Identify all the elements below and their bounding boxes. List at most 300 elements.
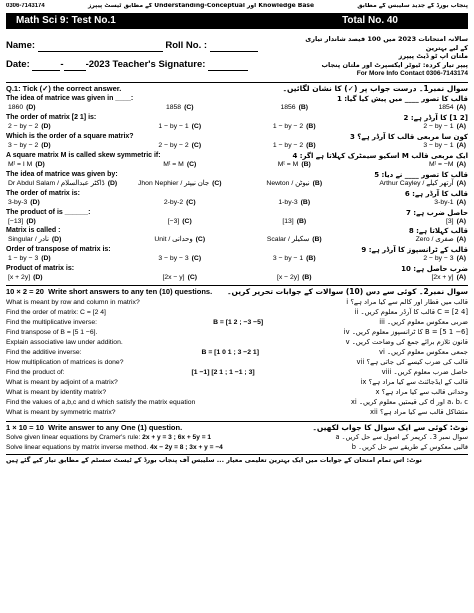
mcq-option-letter: (C) [182, 217, 192, 225]
mcq-option-text: Mᵗ = M [277, 160, 299, 168]
mcq-question [6, 246, 468, 254]
long-question-list [6, 434, 468, 451]
question-3-heading [6, 421, 468, 433]
short-question [6, 369, 468, 377]
name-field[interactable] [38, 42, 163, 52]
mcq-option-letter: (D) [35, 160, 45, 168]
short-question-urdu-text: C = [2 4] قالب کا آرڈر معلوم کریں۔ [360, 307, 468, 316]
short-question-urdu [355, 309, 468, 317]
name-row [6, 41, 296, 52]
mcq-option[interactable] [8, 274, 123, 282]
long-question-equations: 2x + y = 3 ; 6x + 5y = 1 [142, 434, 212, 442]
mcq-option-text: Jhon Nephier / جان نیپئر [138, 179, 210, 187]
mcq-question-english: A square matrix M is called skew symmetric if: [6, 151, 161, 159]
date-label: Date: [6, 58, 30, 70]
mcq-question [6, 95, 468, 103]
mcq-question [6, 133, 468, 141]
mcq-question-urdu-text: قالب کا تصور ____ میں پیش کیا گیا: [344, 95, 468, 104]
mcq-option-text: [x − 2y] [276, 274, 300, 282]
mcq-option[interactable] [8, 104, 123, 112]
short-question [6, 339, 468, 347]
mcq-option-letter: (D) [41, 123, 51, 131]
mcq-option-text: 3-by-1 [434, 198, 454, 206]
short-question-matrix [116, 409, 370, 417]
mcq-option[interactable] [237, 180, 352, 188]
mcq-question [6, 152, 468, 160]
short-question-matrix [97, 329, 343, 337]
mcq-option-letter: (D) [41, 142, 51, 150]
q1-urdu: سوال نمبر1۔ درست جواب پر (✓) کا نشان لگائیں۔ [282, 83, 468, 93]
long-question-number: b [351, 442, 356, 451]
mcq-question-urdu-text: ضرب حاصل ہے: [413, 265, 468, 274]
mcq-question-urdu-text: کون سا مربعی قالب کا آرڈر ہے؟ [357, 133, 468, 142]
mcq-question-urdu [406, 209, 468, 217]
test-title: Math Sci 9: Test No.1 [16, 15, 116, 27]
mcq-option[interactable] [352, 236, 467, 244]
mcq-option-text: 1860 [8, 104, 24, 112]
mcq-option[interactable] [123, 104, 238, 112]
mcq-options [6, 180, 468, 188]
short-question-urdu-text: قالب کے ایڈجائنٹ سے کیا مراد ہے؟ [368, 377, 468, 386]
mcq-option[interactable] [8, 199, 123, 207]
mcq-option-text: 1854 [438, 104, 454, 112]
top-line-middle: Knowledge Base اور Understanding-Conceptual کے مطابق ٹیسٹ پیپرز [87, 3, 315, 9]
mcq-option[interactable] [237, 274, 352, 282]
q2-marks: 10 × 2 = 20 [6, 286, 44, 296]
mcq-option-text: [3] [446, 217, 454, 225]
mcq-option[interactable] [237, 199, 352, 207]
mcq-question-urdu-text: قالب کا تصور ____ نے دیا: [381, 170, 468, 179]
short-question-urdu-text: a، b، c اور d کی قیمتیں معلوم کریں۔ [358, 397, 468, 406]
mcq-option-text: Mᵗ = −M [429, 160, 454, 168]
short-question-matrix: B = [1 2 ; −3 −5] [213, 318, 264, 326]
mcq-options [6, 104, 468, 112]
mcq-options [6, 274, 468, 282]
short-question-number: xi [350, 397, 357, 406]
short-question-matrix: B = [1 0 1 ; 3 −2 1] [201, 348, 259, 356]
short-question-urdu [382, 369, 468, 377]
q3-marks: 1 × 10 = 10 [6, 422, 44, 432]
short-question-number: viii [381, 367, 392, 376]
mcq-option[interactable] [352, 218, 467, 226]
short-question-english: What is meant by row and column in matrix? [6, 298, 140, 306]
long-question-number: a [335, 433, 340, 442]
mcq-question-urdu [337, 95, 468, 103]
mcq-option[interactable] [237, 255, 352, 263]
mcq-option-letter: (C) [191, 255, 202, 263]
mcq-option-letter: (A) [456, 217, 466, 225]
mcq-question-english: The idea of matrice was given by: [6, 170, 118, 178]
short-question [6, 389, 468, 397]
short-question-urdu-text: وحدانی قالب سے کیا مراد ہے؟ [381, 387, 468, 396]
teacher-signature-label: Teacher's Signature: [112, 58, 206, 70]
date-row: Date: - -2023 Teacher's Signature: [6, 60, 296, 71]
mcq-option-letter: (C) [186, 198, 196, 206]
short-question-urdu [379, 319, 468, 327]
short-question-number: iv [343, 327, 350, 336]
mcq-option-letter: (A) [456, 236, 466, 244]
short-question-english: What is meant by adjoint of a matrix? [6, 378, 118, 386]
mcq-option-letter: (A) [456, 255, 466, 263]
mcq-option[interactable] [123, 142, 238, 150]
top-line-right: پنجاب بورڈ کے جدید سلیبس کے مطابق [357, 3, 468, 9]
roll-field[interactable] [210, 42, 258, 52]
short-question-number: iii [379, 317, 385, 326]
short-question-urdu [357, 359, 468, 367]
mcq-option-letter: (C) [187, 274, 198, 282]
short-question [6, 399, 468, 407]
short-question-english: Find the order of matrix: C = [2 4] [6, 308, 106, 316]
mcq-option-text: Scalar / سکیلر [266, 236, 310, 244]
long-question-urdu-text: قالبی معکوس کے طریقے سے حل کریں۔ [358, 442, 468, 451]
mcq-option-letter: (C) [212, 179, 222, 187]
mcq-question-urdu-text: حاصل ضرب ہے: [413, 208, 468, 217]
short-question-english: What is meant by symmetric matrix? [6, 408, 116, 416]
short-question-urdu [344, 329, 468, 337]
long-question-left [6, 444, 223, 452]
mcq-option-letter: (D) [30, 198, 40, 206]
short-question-english: How multiplication of matrices is done? [6, 358, 124, 366]
mcq-option-letter: (D) [51, 236, 62, 244]
mcq-option-text: 3-by-3 [8, 198, 28, 206]
mcq-option-text: Newton / نیوٹن [266, 179, 310, 187]
date-year: -2023 [85, 58, 110, 70]
mcq-question-number: 10 [401, 265, 411, 274]
mcq-option[interactable] [123, 236, 238, 244]
mcq-options [6, 123, 468, 131]
mcq-question-number: 3 [349, 133, 355, 142]
short-question-urdu-text: ضربی معکوس معلوم کریں۔ [387, 317, 468, 326]
mcq-question-number: 6 [404, 189, 410, 198]
mcq-question-urdu [404, 114, 469, 122]
header-info [296, 35, 468, 79]
mcq-question-urdu [409, 227, 468, 235]
mcq-question-number: 2 [403, 114, 409, 123]
long-question-urdu [352, 444, 468, 452]
long-question [6, 444, 468, 452]
mcq-option-letter: (D) [33, 274, 43, 282]
mcq-question-urdu-text: [2 1] کا آرڈر ہے: [410, 114, 468, 123]
mcq-question-english: The order of matrix [2 1] is: [6, 114, 97, 122]
mcq-option-text: 1856 [280, 104, 296, 112]
total-marks: Total No. 40 [342, 15, 398, 27]
teacher-signature-field[interactable] [208, 61, 248, 71]
mcq-option[interactable] [237, 236, 352, 244]
short-question-urdu-text: B = [5 1 −6] کا ٹرانسپوز معلوم کریں۔ [351, 327, 468, 336]
mcq-option[interactable] [8, 142, 123, 150]
mcq-option[interactable] [123, 218, 238, 226]
short-question-english: Explain associative law under addition. [6, 338, 123, 346]
short-question-english: What is meant by identity matrix? [6, 388, 107, 396]
header [6, 35, 468, 79]
mcq-question-number: 4 [292, 151, 298, 160]
long-question-english: Solve given linear equations by Cramer's rule: [6, 434, 141, 442]
mcq-option-text: 3 − by − 2 [8, 142, 39, 150]
mcq-option-letter: (D) [26, 104, 36, 112]
mcq-option-letter: (A) [456, 198, 466, 206]
mcq-question-number: 5 [374, 170, 380, 179]
mcq-option-letter: (A) [456, 274, 466, 282]
mcq-question-number: 8 [408, 227, 414, 236]
mcq-option-letter: (B) [306, 142, 316, 150]
mcq-option-letter: (D) [26, 217, 36, 225]
short-question-urdu [376, 389, 468, 397]
short-question-matrix [195, 399, 351, 407]
mcq-option-text: 2-by-2 [163, 198, 184, 206]
short-question-urdu [346, 339, 468, 347]
mcq-question [6, 114, 468, 122]
mcq-option[interactable] [123, 180, 238, 188]
mcq-question-urdu-text: ایک مربعی قالب M اسکیو سیمٹرک کہلاتا ہے اگر: [299, 151, 468, 160]
mcq-option[interactable] [123, 161, 238, 169]
mcq-question-number: 9 [361, 246, 367, 255]
mcq-option-text: 3 − by − 1 [272, 255, 304, 263]
long-question-equations: 4x − 2y = 8 ; 3x + y = −4 [150, 443, 223, 451]
short-question [6, 379, 468, 387]
mcq-option-text: [−3] [167, 217, 180, 225]
mcq-option-letter: (A) [456, 179, 466, 187]
mcq-question-english: The idea of matrice was given in ____: [6, 95, 134, 103]
long-question-urdu [336, 434, 468, 442]
date-day-field[interactable] [32, 61, 60, 71]
short-question-matrix [106, 389, 375, 397]
mcq-question [6, 209, 468, 217]
mcq-option-letter: (C) [186, 160, 197, 168]
header-line-2: ملتان اپ ٹو ڈیٹ پیپرز [398, 52, 468, 61]
short-question [6, 359, 468, 367]
mcq-question-english: Product of matrix is: [6, 265, 75, 273]
top-line [6, 3, 468, 10]
mcq-question-english: Which is the order of a square matrix? [6, 133, 134, 141]
header-line-3: پیپر تیار کردہ: ٹیوٹر ایکسپرٹ اور ملتان پنجاب [321, 61, 468, 70]
short-question-number: v [345, 337, 350, 346]
mcq-option-letter: (B) [300, 198, 311, 206]
mcq-option[interactable] [8, 218, 123, 226]
short-question-matrix: [1 −1] [2 1 ; 1 −1 ; 3] [191, 368, 255, 376]
mcq-option-letter: (C) [195, 236, 206, 244]
question-2-heading [6, 285, 468, 297]
mcq-option-text: [x + 2y] [8, 274, 31, 282]
mcq-question-urdu [292, 152, 468, 160]
mcq-option[interactable] [123, 199, 238, 207]
long-question-left [6, 434, 211, 442]
mcq-question-urdu [374, 171, 468, 179]
short-question-urdu-text: قالب کی ضرب کیسے کی جاتی ہے؟ [366, 357, 468, 366]
mcq-question-urdu [361, 246, 468, 254]
mcq-option[interactable] [352, 161, 467, 169]
mcq-option-text: 2 − by − 3 [423, 255, 454, 263]
mcq-option-letter: (B) [302, 274, 312, 282]
mcq-option-text: 2 − by − 1 [423, 123, 454, 131]
mcq-question [6, 171, 468, 179]
mcq-option-text: [2x + y] [431, 274, 454, 282]
short-question-english: Find the additive inverse: [6, 348, 82, 356]
mcq-question-english: Order of transpose of matrix is: [6, 246, 111, 254]
mcq-option-letter: (A) [456, 142, 466, 150]
mcq-option[interactable] [8, 255, 123, 263]
mcq-question-urdu [405, 190, 468, 198]
mcq-options [6, 236, 468, 244]
mcq-option-text: 1 − by − 2 [272, 123, 304, 131]
short-question-number: x [375, 387, 380, 396]
short-question [6, 409, 468, 417]
mcq-option-text: Mᵗ = M [163, 160, 184, 168]
mcq-option[interactable] [352, 142, 467, 150]
mcq-question-english: The product of is ______: [6, 208, 91, 216]
q3-english: Write answer to any One (1) question. [48, 422, 183, 432]
mcq-option[interactable] [237, 161, 352, 169]
short-question-urdu [346, 299, 468, 307]
short-question-matrix [106, 309, 355, 317]
name-label: Name: [6, 39, 36, 51]
short-question-urdu-text: قالب میں قطار اور کالم سے کیا مراد ہے؟ [350, 297, 468, 306]
short-question-urdu-text: حاصل ضرب معلوم کریں۔ [393, 367, 468, 376]
mcq-option-text: 1 − by − 2 [272, 142, 304, 150]
short-question-matrix [123, 339, 346, 347]
mcq-option[interactable] [8, 236, 123, 244]
mcq-option-letter: (B) [306, 123, 316, 131]
mcq-question-urdu [350, 133, 468, 141]
short-question [6, 309, 468, 317]
date-month-field[interactable] [64, 61, 86, 71]
short-question-urdu [379, 349, 468, 357]
mcq-question-number: 7 [405, 208, 411, 217]
mcq-option-letter: (A) [456, 123, 466, 131]
mcq-option-text: Arthur Cayley / آرتھر کیلے [379, 179, 454, 187]
mcq-option-text: 1 − by − 1 [158, 123, 189, 131]
mcq-option-text: [13] [282, 217, 294, 225]
mcq-option[interactable] [8, 123, 123, 131]
mcq-option[interactable] [237, 104, 352, 112]
mcq-option[interactable] [352, 199, 467, 207]
student-fields [6, 35, 296, 79]
mcq-question [6, 190, 468, 198]
mcq-option-text: Singular / نادر [8, 236, 49, 244]
mcq-option[interactable] [352, 274, 467, 282]
mcq-option-text: 3 − by − 3 [158, 255, 189, 263]
long-question [6, 434, 468, 442]
short-question-urdu [370, 409, 468, 417]
mcq-option-letter: (C) [191, 123, 202, 131]
mcq-list [6, 95, 468, 282]
mcq-option-text: 1 − by − 3 [8, 255, 39, 263]
short-question-urdu [351, 399, 468, 407]
mcq-options [6, 199, 468, 207]
roll-label: Roll No. : [165, 39, 208, 51]
short-question-matrix [124, 359, 357, 367]
short-question-urdu-text: جمعی معکوس معلوم کریں۔ [387, 347, 468, 356]
short-question-matrix [140, 299, 347, 307]
long-question-urdu-text: سوال نمبر 3۔ کریمر کے اصول سے حل کریں۔ [341, 433, 468, 442]
footer-note: نوٹ: اس تمام امتحان کے جوابات میں ایک بہترین تعلیمی معیار ... سلیبس آف پنجاب بورڈ کے ٹیسٹ سسٹم کے مطابق تیار کیے گئے ہیں [6, 454, 468, 464]
short-question [6, 319, 468, 327]
mcq-option-letter: (B) [312, 236, 322, 244]
mcq-option-letter: (B) [301, 160, 311, 168]
mcq-option[interactable] [352, 180, 467, 188]
short-question-number: xii [370, 407, 378, 416]
short-question-number: i [346, 297, 349, 306]
mcq-options [6, 255, 468, 263]
mcq-option[interactable] [8, 161, 123, 169]
short-question-number: ix [360, 377, 367, 386]
mcq-option[interactable] [8, 180, 123, 188]
mcq-option[interactable] [123, 255, 238, 263]
mcq-option-letter: (B) [298, 104, 309, 112]
short-question [6, 299, 468, 307]
mcq-option[interactable] [352, 123, 467, 131]
mcq-option-text: [−13] [8, 217, 24, 225]
mcq-option-letter: (C) [184, 104, 194, 112]
short-question-english: Find the multiplicative inverse: [6, 318, 98, 326]
mcq-option[interactable] [123, 123, 238, 131]
title-band [6, 13, 468, 29]
mcq-option-text: Mᵗ = I M [8, 160, 33, 168]
mcq-option-letter: (B) [306, 255, 316, 263]
mcq-question [6, 265, 468, 273]
mcq-option[interactable] [123, 274, 238, 282]
mcq-options [6, 142, 468, 150]
mcq-option[interactable] [352, 104, 467, 112]
mcq-question-english: The order of matrix is: [6, 189, 80, 197]
question-1-heading [6, 82, 468, 94]
short-question-number: vi [378, 347, 385, 356]
long-question-english: Solve linear equations by matrix inverse method. [6, 443, 149, 451]
mcq-option-letter: (B) [312, 179, 323, 187]
short-question-english: Find the values of a,b,c and d which satisfy the matrix equation [6, 398, 196, 406]
q2-english: Write short answers to any ten (10) questions. [48, 286, 213, 296]
mcq-option-text: 1-by-3 [278, 198, 298, 206]
short-question-matrix [118, 379, 361, 387]
mcq-option[interactable] [237, 123, 352, 131]
mcq-option-text: Dr Abdul Salam / ڈاکٹر عبدالسلام [8, 179, 105, 187]
mcq-option-text: 1858 [165, 104, 182, 112]
short-question-english: Find transpose of B = [5 1 −6]. [6, 328, 98, 336]
mcq-question-urdu [401, 265, 468, 273]
header-line-1: سالانہ امتحانات 2023 میں 100 فیصد شاندار تیاری کے لیے بہترین [305, 34, 468, 52]
mcq-option[interactable] [237, 218, 352, 226]
mcq-question-english: Matrix is called : [6, 227, 61, 235]
mcq-option-text: Zero / صفری [415, 236, 454, 244]
mcq-option[interactable] [352, 255, 467, 263]
short-question [6, 329, 468, 337]
mcq-options [6, 161, 468, 169]
top-line-phone: 0306-7143174 [6, 3, 45, 9]
mcq-option[interactable] [237, 142, 352, 150]
q1-english: Q.1: Tick (✓) the correct answer. [6, 83, 122, 93]
short-question-list [6, 299, 468, 417]
mcq-question-urdu-text: قالب کا آرڈر ہے: [412, 189, 468, 198]
q3-urdu: نوٹ: کوئی سے ایک سوال کا جواب لکھیں۔ [312, 422, 468, 432]
short-question [6, 349, 468, 357]
short-question-urdu [361, 379, 469, 387]
contact-info: For More Info Contact 0306-7143174 [356, 69, 468, 77]
short-question-number: vii [356, 357, 365, 366]
mcq-question [6, 227, 468, 235]
mcq-option-letter: (A) [456, 160, 466, 168]
mcq-option-text: [2x − y] [162, 274, 185, 282]
mcq-option-text: 2 − by − 2 [8, 123, 39, 131]
mcq-question-urdu-text: قالب کے ٹرانسپوز کا آرڈر ہے: [368, 246, 468, 255]
short-question-urdu-text: قانون تلازم برائے جمع کی وضاحت کریں۔ [351, 337, 468, 346]
mcq-option-letter: (C) [191, 142, 202, 150]
mcq-options [6, 218, 468, 226]
mcq-option-letter: (D) [107, 179, 118, 187]
short-question-urdu-text: متشاکل قالب سے کیا مراد ہے؟ [380, 407, 468, 416]
q2-urdu: سوال نمبر2۔ کوئی سے دس (10) سوالات کے جوابات تحریر کریں۔ [227, 286, 468, 296]
mcq-option-letter: (B) [296, 217, 307, 225]
mcq-option-text: Unit / وحدانی [154, 236, 193, 244]
mcq-question-number: 1 [336, 95, 342, 104]
